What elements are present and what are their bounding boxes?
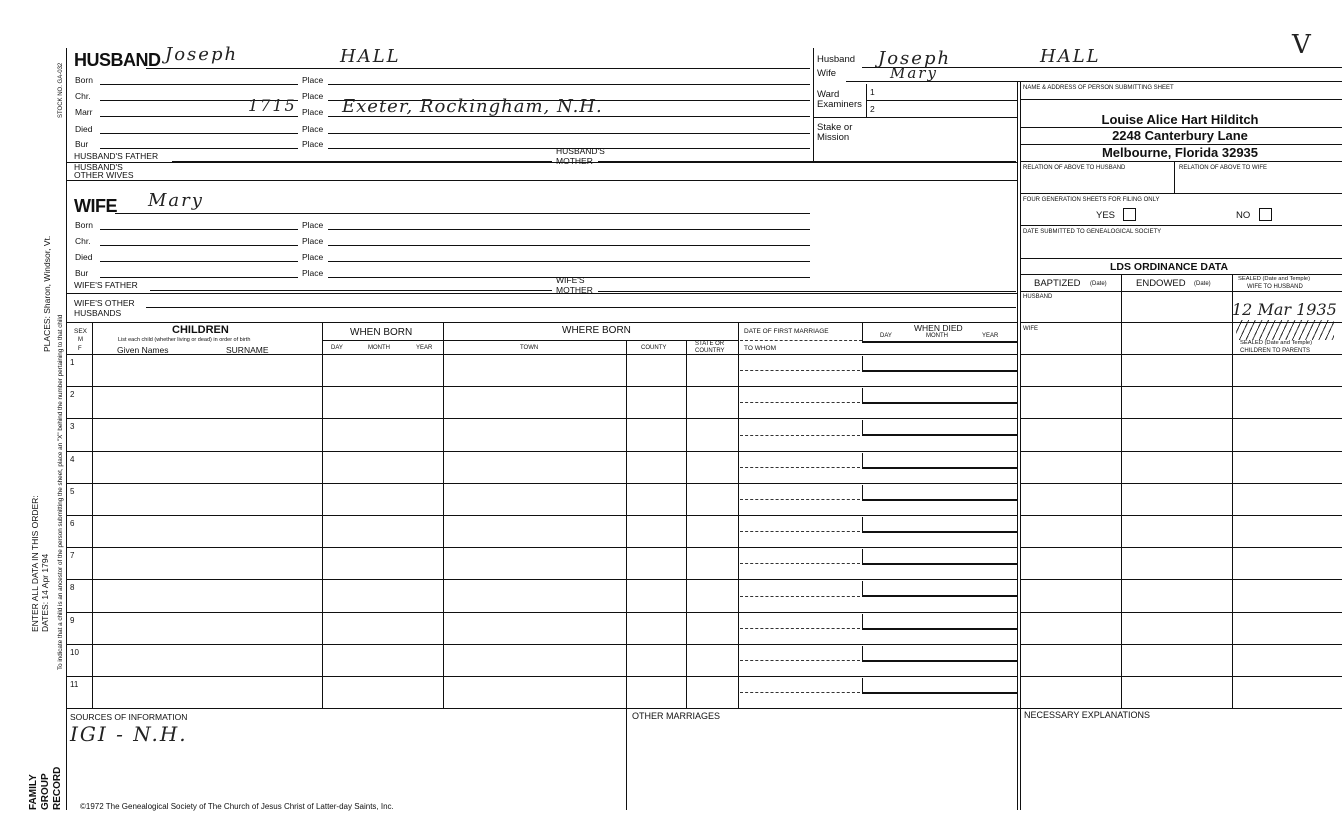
wife-died-place-line (328, 261, 810, 262)
marriage-year: 1715 (248, 96, 297, 115)
sep-1 (66, 162, 1017, 163)
first-marriage-label: DATE OF FIRST MARRIAGE (744, 328, 829, 335)
lds-husband-row-label: HUSBAND (1023, 294, 1053, 300)
chr-label: Chr. (75, 91, 91, 101)
child-row-number: 11 (70, 680, 79, 689)
county-label: COUNTY (641, 345, 667, 351)
ward-mid (866, 100, 1017, 101)
four-gen-label: FOUR GENERATION SHEETS FOR FILING ONLY (1023, 197, 1160, 203)
fourgen-top (1020, 193, 1342, 194)
died-head-v (862, 322, 863, 342)
right-husband-given: Joseph (878, 48, 952, 69)
sep-2 (66, 180, 1017, 181)
given-names-label: Given Names (117, 345, 169, 355)
child-row-number: 7 (70, 551, 75, 561)
child-row-number: 6 (70, 519, 75, 528)
relation-divider (1174, 161, 1175, 193)
lds-row-separator (1020, 579, 1342, 580)
wife-title: WIFE (74, 196, 117, 216)
wife-name-line (115, 213, 810, 214)
other-marriages-label: OTHER MARRIAGES (632, 711, 721, 721)
lds-row-separator (1020, 515, 1342, 516)
month-label: MONTH (368, 345, 390, 351)
date-sub-top (1020, 225, 1342, 226)
no-checkbox[interactable] (1259, 208, 1272, 221)
dates-order: DATES: 14 Apr 1794 (40, 553, 50, 632)
col-county (686, 340, 687, 708)
no-label: NO (1236, 210, 1251, 221)
wifes-father-line (150, 290, 552, 291)
wife-chr-line (100, 245, 298, 246)
where-born-label: WHERE BORN (562, 325, 631, 336)
died-line (100, 133, 298, 134)
row-separator (66, 644, 1017, 645)
row-separator (66, 579, 1017, 580)
right-husband-label: Husband (817, 54, 856, 65)
lds-row-separator (1020, 644, 1342, 645)
wife-bur-line (100, 277, 298, 278)
ward-v (866, 84, 867, 118)
marriage-dash (740, 402, 860, 403)
marr-line (100, 116, 298, 117)
submitter-street: 2248 Canterbury Lane (1112, 128, 1248, 143)
marriage-dash (740, 370, 860, 371)
place-label: Place (302, 268, 324, 278)
died-date-box (862, 549, 1018, 565)
examiner-1: 1 (870, 87, 875, 97)
child-row-number: 4 (70, 454, 75, 464)
row-separator (66, 451, 1017, 452)
child-row-number: 8 (70, 583, 75, 593)
marriage-dash (740, 499, 860, 500)
died-date-box (862, 420, 1018, 436)
marriage-dash (740, 531, 860, 532)
row-separator (66, 547, 1017, 548)
wife-chr-place-line (328, 245, 810, 246)
copyright: ©1972 The Genealogical Society of The Church of Jesus Christ of Latter-day Saints, Inc. (80, 802, 394, 811)
lds-row-separator (1020, 547, 1342, 548)
lds-sub (1020, 274, 1342, 275)
row-separator (66, 418, 1017, 419)
lds-husband-bottom (1020, 322, 1342, 323)
check-mark: V (1292, 30, 1313, 60)
row-separator (66, 515, 1017, 516)
enter-order: ENTER ALL DATA IN THIS ORDER: (30, 495, 40, 632)
place-label: Place (302, 75, 324, 85)
endowed-date-label: (Date) (1194, 281, 1211, 287)
ancestor-note: To indicate that a child is an ancestor of the person submitting the sheet, place an "X" behind the number pertaining to that child (57, 314, 64, 670)
husband-name-line (146, 68, 810, 69)
child-row-number: 2 (70, 390, 75, 400)
right-wife-label: Wife (817, 68, 836, 79)
wife-bur-label: Bur (75, 268, 89, 278)
row-separator (66, 676, 1017, 677)
died-label: Died (75, 124, 93, 134)
name-address-label: NAME & ADDRESS OF PERSON SUBMITTING SHEET (1023, 85, 1174, 91)
yes-label: YES (1096, 210, 1116, 221)
died-date-box (862, 453, 1018, 469)
submitter-name: Louise Alice Hart Hilditch (1101, 112, 1259, 127)
necessary-explanations-label: NECESSARY EXPLANATIONS (1024, 710, 1151, 720)
right-section-border (1017, 82, 1018, 810)
children-to-parents-label: CHILDREN TO PARENTS (1240, 348, 1311, 354)
row-separator (66, 386, 1017, 387)
marriage-dash-h (740, 340, 862, 341)
lds-wife-row-label: WIFE (1023, 326, 1038, 332)
lds-row-separator (1020, 418, 1342, 419)
wife-to-husband-label: WIFE TO HUSBAND (1247, 284, 1303, 290)
children-label: CHILDREN (172, 324, 229, 336)
marriage-dash (740, 628, 860, 629)
baptized-label: BAPTIZED (1034, 278, 1081, 289)
lds-row-separator (1020, 483, 1342, 484)
lds-top (1020, 258, 1342, 259)
surname-label: SURNAME (226, 345, 269, 355)
child-row-number: 1 (70, 358, 75, 367)
record-title-2: GROUP (40, 773, 51, 810)
wifes-other-husbands-line (146, 307, 1016, 308)
lds-row-separator (1020, 451, 1342, 452)
wife-born-place-line (328, 229, 810, 230)
died-date-box (862, 678, 1018, 694)
lds-row-separator (1020, 612, 1342, 613)
husbands-other-wives-label: HUSBAND'S OTHER WIVES (74, 162, 134, 180)
sep-4 (66, 322, 1017, 323)
mission-label: Mission (817, 132, 850, 143)
year-label: YEAR (416, 345, 433, 351)
wife-chr-label: Chr. (75, 236, 91, 246)
marr-label: Marr (75, 107, 93, 117)
town-label: TOWN (520, 345, 539, 351)
child-row-number: 10 (70, 647, 79, 657)
child-row-number: 3 (70, 422, 75, 432)
when-born-label: WHEN BORN (350, 327, 413, 338)
wifes-other-husbands-label: WIFE'S OTHER HUSBANDS (74, 298, 135, 318)
sex-label: SEX (74, 328, 88, 335)
bottom-divider (626, 708, 627, 810)
child-row-number: 5 (70, 486, 75, 496)
wife-born-line (100, 229, 298, 230)
wife-died-label: Died (75, 252, 93, 262)
children-note: List each child (whether living or dead) in order of birth (118, 337, 251, 343)
sources-handwritten: IGI - N.H. (70, 722, 188, 746)
sep-3 (66, 293, 1017, 294)
ward-bottom (813, 117, 1017, 118)
sex-f-label: F (78, 346, 82, 352)
lds-children-top (1020, 354, 1342, 355)
sealed-date: 12 Mar 1935 (1232, 300, 1337, 319)
wifes-mother-label: WIFE'S MOTHER (556, 275, 593, 295)
died-month-label: MONTH (926, 333, 948, 339)
bur-label: Bur (75, 139, 89, 149)
endowed-label: ENDOWED (1136, 278, 1186, 289)
relation-top (1020, 161, 1342, 162)
lds-title: LDS ORDINANCE DATA (1110, 261, 1229, 273)
to-whom-label: TO WHOM (744, 345, 777, 352)
bur-line (100, 148, 298, 149)
marriage-dash (740, 692, 860, 693)
stake-label: Stake or (817, 122, 853, 133)
relation-husband-label: RELATION OF ABOVE TO HUSBAND (1023, 165, 1126, 171)
hatched-mark (1236, 320, 1334, 340)
examiner-2: 2 (870, 104, 875, 114)
died-date-box (862, 517, 1018, 533)
died-date-box (862, 646, 1018, 662)
right-wife-name: Mary (890, 64, 938, 82)
born-label: Born (75, 75, 93, 85)
place-label: Place (302, 107, 324, 117)
died-head-bottom (862, 341, 1017, 343)
examiners-label: Examiners (817, 99, 862, 110)
table-bottom (66, 708, 1342, 709)
marriage-dash (740, 660, 860, 661)
lds-row-separator (1020, 386, 1342, 387)
row-separator (66, 483, 1017, 484)
state-or-label: STATE OR (695, 341, 725, 347)
place-label: Place (302, 252, 324, 262)
wifes-mother-line (598, 291, 1016, 292)
died-date-box (862, 388, 1018, 404)
right-section-border-2 (1020, 82, 1021, 810)
died-date-box (862, 581, 1018, 597)
husbands-father-label: HUSBAND'S FATHER (74, 151, 159, 161)
country-label: COUNTRY (695, 348, 725, 354)
died-place-line (328, 133, 810, 134)
sealed-children-label: SEALED (Date and Temple) (1240, 340, 1313, 346)
wife-died-line (100, 261, 298, 262)
ward-label: Ward (817, 89, 840, 100)
lds-head-bottom (1020, 291, 1342, 292)
sex-m-label: M (78, 337, 83, 343)
born-line (100, 84, 298, 85)
husband-title: HUSBAND (74, 50, 161, 70)
place-label: Place (302, 124, 324, 134)
died-date-box (862, 485, 1018, 501)
submitter-city: Melbourne, Florida 32935 (1101, 145, 1259, 160)
relation-wife-label: RELATION OF ABOVE TO WIFE (1179, 165, 1268, 171)
places-order: PLACES: Sharon, Windsor, Vt. (42, 235, 52, 352)
marriage-dash (740, 596, 860, 597)
baptized-date-label: (Date) (1090, 281, 1107, 287)
born-place-line (328, 84, 810, 85)
sources-label: SOURCES OF INFORMATION (70, 712, 188, 722)
died-date-box (862, 356, 1018, 372)
sealed-wife-label: SEALED (Date and Temple) (1238, 276, 1311, 282)
stock-number: STOCK NO. GA-032 (58, 62, 64, 118)
marriage-place: Exeter, Rockingham, N.H. (342, 96, 603, 117)
wife-born-label: Born (75, 220, 93, 230)
husband-given-name: Joseph (165, 44, 239, 65)
when-died-label: WHEN DIED (914, 323, 963, 333)
where-born-sub (443, 340, 738, 341)
husbands-mother-label: HUSBAND'S MOTHER (556, 146, 605, 166)
right-block-left (813, 48, 814, 162)
record-title-1: FAMILY (28, 774, 39, 810)
died-day-label: DAY (880, 333, 892, 339)
lds-row-separator (1020, 676, 1342, 677)
date-submitted-label: DATE SUBMITTED TO GENEALOGICAL SOCIETY (1023, 229, 1162, 235)
died-year-label: YEAR (982, 333, 999, 339)
right-husband-surname: HALL (1040, 46, 1101, 67)
child-row-number: 9 (70, 615, 75, 625)
addr-line-1 (1020, 99, 1342, 100)
place-label: Place (302, 91, 324, 101)
died-date-box (862, 614, 1018, 630)
place-label: Place (302, 139, 324, 149)
husband-surname: HALL (340, 46, 401, 67)
record-title-3: RECORD (52, 766, 63, 810)
wife-given-name: Mary (148, 190, 204, 211)
marriage-dash (740, 467, 860, 468)
when-born-sub (322, 340, 444, 341)
place-label: Place (302, 220, 324, 230)
yes-checkbox[interactable] (1123, 208, 1136, 221)
header-bottom (66, 354, 1017, 355)
marriage-dash (740, 563, 860, 564)
place-label: Place (302, 236, 324, 246)
marriage-dash (740, 435, 860, 436)
day-label: DAY (331, 345, 343, 351)
row-separator (66, 612, 1017, 613)
wifes-father-label: WIFE'S FATHER (74, 280, 138, 290)
col-town (626, 340, 627, 708)
